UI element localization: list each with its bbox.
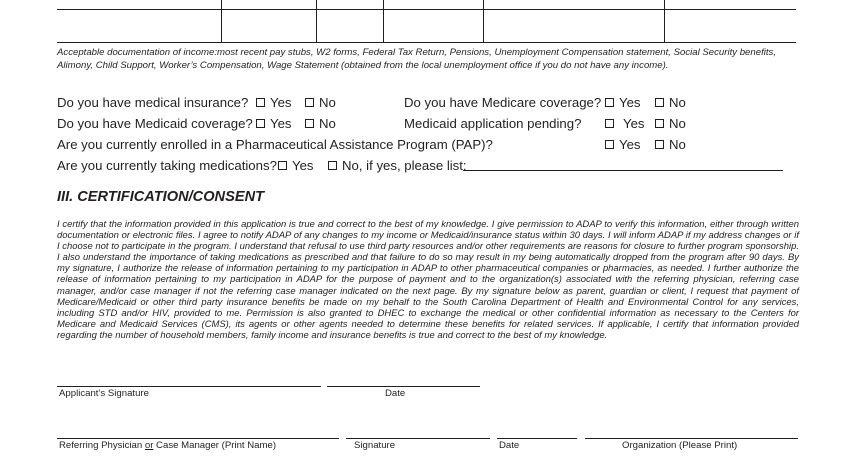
table-col-divider xyxy=(316,0,317,42)
pap-enrolled-label: Are you currently enrolled in a Pharmaceutical Assistance Program (PAP)? xyxy=(57,137,493,152)
checkbox-icon xyxy=(305,98,314,107)
checkbox-icon xyxy=(256,119,265,128)
yes-label: Yes xyxy=(270,95,292,110)
medicaid-coverage-label: Do you have Medicaid coverage? xyxy=(57,116,253,131)
applicant-date-label: Date xyxy=(385,388,406,399)
checkbox-icon xyxy=(305,119,314,128)
table-line-top xyxy=(57,9,796,10)
checkbox-icon xyxy=(278,161,287,170)
medicaid-pending-yes-checkbox[interactable] xyxy=(605,116,645,131)
pap-enrolled-question xyxy=(57,137,493,152)
no-if-yes-list-label: No, if yes, please list: xyxy=(342,158,467,173)
applicant-date-field[interactable] xyxy=(327,386,480,387)
yes-label: Yes xyxy=(623,116,645,131)
organization-label: Organization (Please Print) xyxy=(622,440,738,451)
section-title: III. CERTIFICATION/CONSENT xyxy=(57,189,265,205)
yes-label: Yes xyxy=(292,158,314,173)
medical-insurance-question xyxy=(57,95,248,110)
table-col-divider xyxy=(221,0,222,42)
medicaid-pending-label: Medicaid application pending? xyxy=(404,116,582,131)
no-label: No xyxy=(669,95,686,110)
organization-field[interactable] xyxy=(585,438,798,439)
checkbox-icon xyxy=(256,98,265,107)
yes-label: Yes xyxy=(619,137,641,152)
medical-insurance-no-checkbox[interactable] xyxy=(305,95,336,110)
pap-no-checkbox[interactable] xyxy=(655,137,686,152)
checkbox-icon xyxy=(605,140,614,149)
applicant-signature-label: Applicant’s Signature xyxy=(59,388,149,399)
referring-suffix: Case Manager (Print Name) xyxy=(153,440,277,451)
referring-date-field[interactable] xyxy=(497,438,577,439)
referring-name-label xyxy=(59,440,276,451)
checkbox-icon xyxy=(655,119,664,128)
taking-medications-label: Are you currently taking medications? xyxy=(57,158,277,173)
certification-paragraph: I certify that the information provided in this application is true and correct to the best of my knowledge. I give permission to ADAP to verify this information, either through written documentation or electronic files. I agree to notify ADAP of any changes to my income or Medicaid/insurance status within 30 days. I will inform ADAP if my address changes or if I choose not to participate in the program. I understand that refusal to use third party resources and/or other requirements are reasons for closure to further program sponsorship. I also understand the importance of taking medications as prescribed and that failure to do so may result in my being automatically dropped from the program after 90 days. By my signature, I authorize the release of information pertaining to my participation in ADAP to other pharmaceutical companies or pharmacies, as needed. I further authorize the release of information pertaining to my participation in ADAP for the purpose of payment and to the organization(s) associated with the referring physician, referring case manager, and/or case manager if not the referring case manager indicated on the next page. By my signature below as parent, guardian or client, I request that payment of Medicare/Medicaid or other third party insurance benefits be made on my behalf to the South Carolina Department of Health and Environmental Control for any services, including STD and/or HIV, provided to me. Permission is also granted to DHEC to exchange the medical or other confidential information as necessary to the Centers for Medicare and Medicaid Services (CMS), its agents or other agents needed to determine these benefits for related services. If applicable, I certify that information provided regarding the number of household members, family income and insurance benefits is true and correct to the best of my knowledge. xyxy=(57,219,799,341)
referring-signature-label: Signature xyxy=(354,440,396,451)
taking-medications-question xyxy=(57,158,277,173)
checkbox-icon xyxy=(655,140,664,149)
referring-or: or xyxy=(144,440,154,451)
medicare-yes-checkbox[interactable] xyxy=(605,95,641,110)
medications-yes-checkbox[interactable] xyxy=(278,158,314,173)
no-label: No xyxy=(319,95,336,110)
medicaid-no-checkbox[interactable] xyxy=(305,116,336,131)
checkbox-icon xyxy=(328,161,337,170)
checkbox-icon xyxy=(605,119,614,128)
referring-signature-field[interactable] xyxy=(346,438,490,439)
medical-insurance-label: Do you have medical insurance? xyxy=(57,95,249,110)
referring-name-field[interactable] xyxy=(57,438,339,439)
medicaid-pending-question xyxy=(404,116,581,131)
pap-yes-checkbox[interactable] xyxy=(605,137,641,152)
table-col-divider xyxy=(383,0,384,42)
medicaid-yes-checkbox[interactable] xyxy=(256,116,292,131)
medicaid-coverage-question xyxy=(57,116,253,131)
medicare-no-checkbox[interactable] xyxy=(655,95,686,110)
table-col-divider xyxy=(664,0,665,42)
income-documentation-note: Acceptable documentation of income:most recent pay stubs, W2 forms, Federal Tax Return, Pensions, Unemployment Compensation statement, Social Security benefits, Alimony, Child Support, Worker’s Compensation, Wage Statement (obtained from the local unemployment office if you do not have any income). xyxy=(57,47,776,71)
checkbox-icon xyxy=(655,98,664,107)
medical-insurance-yes-checkbox[interactable] xyxy=(256,95,292,110)
medications-no-checkbox[interactable] xyxy=(328,158,467,173)
medicaid-pending-no-checkbox[interactable] xyxy=(655,116,686,131)
yes-label: Yes xyxy=(270,116,292,131)
no-label: No xyxy=(319,116,336,131)
table-col-divider xyxy=(483,0,484,42)
table-line-bottom xyxy=(57,42,796,43)
referring-prefix: Referring Physician xyxy=(59,440,145,451)
no-label: No xyxy=(669,137,686,152)
checkbox-icon xyxy=(605,98,614,107)
medicare-coverage-question xyxy=(404,95,601,110)
medicare-coverage-label: Do you have Medicare coverage? xyxy=(404,95,602,110)
applicant-signature-field[interactable] xyxy=(57,386,321,387)
medications-list-field[interactable] xyxy=(463,170,783,171)
referring-date-label: Date xyxy=(499,440,520,451)
yes-label: Yes xyxy=(619,95,641,110)
no-label: No xyxy=(669,116,686,131)
